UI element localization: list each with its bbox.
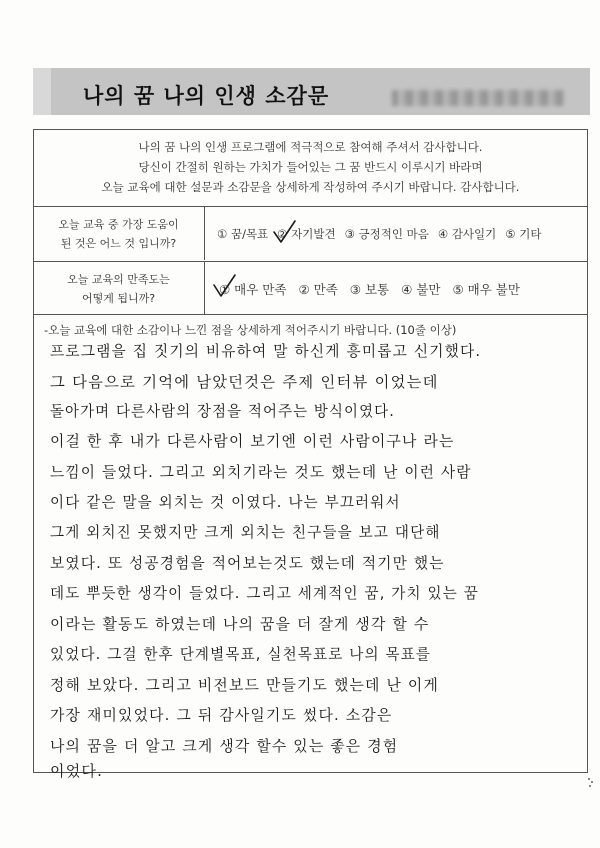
handwritten-line: 이라는 활동도 하였는데 나의 꿈을 더 잘게 생각 할 수	[50, 615, 430, 633]
option-positive-mind[interactable]: ③ 긍정적인 마음	[344, 226, 429, 241]
handwritten-line: 정해 보았다. 그리고 비전보드 만들기도 했는데 난 이게	[50, 676, 440, 694]
instruction-text: -오늘 교육에 대한 소감이나 느낀 점을 상세하게 적어주시기 바랍니다. (10줄 이상)	[44, 323, 457, 337]
page-title: 나의 꿈 나의 인생 소감문	[83, 84, 330, 108]
intro-text	[33, 137, 588, 197]
question-label	[33, 207, 205, 260]
question-label	[33, 262, 205, 315]
handwritten-line: 가장 재미있었다. 그 뒤 감사일기도 썼다. 소감은	[50, 706, 393, 724]
option-dream-goal[interactable]: ① 꿈/목표	[217, 226, 269, 241]
handwritten-line: 프로그램을 집 짓기의 비유하여 말 하신게 흥미롭고 신기했다.	[50, 342, 482, 360]
option-self-discovery[interactable]: ② 자기발견	[277, 226, 336, 241]
question-row-helpful	[33, 207, 588, 260]
handwritten-line: 데도 뿌듯한 생각이 들었다. 그리고 세계적인 꿈, 가치 있는 꿈	[50, 584, 479, 602]
question-label-line: 오늘 교육의 만족도는	[67, 272, 170, 286]
question-label-line: 된 것은 어느 것 입니까?	[60, 236, 177, 250]
option-other[interactable]: ⑤ 기타	[505, 226, 542, 241]
handwritten-line: 그게 외치진 못했지만 크게 외치는 친구들을 보고 대단해	[50, 523, 441, 541]
question-label-line: 오늘 교육 중 가장 도움이	[58, 217, 179, 231]
handwritten-line: 있었다. 그걸 한후 단계별목표, 실천목표로 나의 목표를	[50, 645, 432, 663]
option-very-satisfied[interactable]: ① 매우 만족	[219, 281, 287, 297]
answer-options	[205, 207, 588, 260]
question-label-line: 어떻게 됩니까?	[81, 291, 156, 305]
handwritten-line: 이다 같은 말을 외치는 것 이였다. 나는 부끄러워서	[50, 493, 401, 511]
intro-line: 나의 꿈 나의 인생 프로그램에 적극적으로 참여해 주셔서 감사합니다.	[138, 140, 483, 154]
scan-mark-icon	[586, 776, 596, 790]
handwritten-line: 보였다. 또 성공경험을 적어보는것도 했는데 적기만 했는	[50, 554, 445, 572]
handwritten-line: 돌아가며 다른사람의 장점을 적어주는 방식이였다.	[50, 402, 395, 420]
option-neutral[interactable]: ③ 보통	[349, 281, 390, 297]
question-table	[33, 206, 588, 315]
redacted-name	[392, 90, 564, 106]
option-dissatisfied[interactable]: ④ 불만	[401, 281, 441, 297]
handwritten-line: 그 다음으로 기억에 남았던것은 주제 인터뷰 이었는데	[50, 373, 439, 391]
handwritten-line: 느낌이 들었다. 그리고 외치기라는 것도 했는데 난 이런 사람	[50, 463, 472, 481]
answer-options	[205, 262, 588, 315]
option-satisfied[interactable]: ② 만족	[298, 281, 338, 297]
question-row-satisfaction	[33, 261, 588, 315]
handwritten-line: 이걸 한 후 내가 다른사람이 보기엔 이런 사람이구나 라는	[50, 432, 455, 450]
handwritten-line: 나의 꿈을 더 알고 크게 생각 할수 있는 좋은 경험	[50, 737, 399, 755]
option-very-dissatisfied[interactable]: ⑤ 매우 불만	[452, 281, 520, 297]
handwritten-line: 이었다.	[50, 762, 104, 780]
intro-line: 당신이 간절히 원하는 가치가 들어있는 그 꿈 반드시 이루시기 바라며	[138, 160, 483, 174]
intro-line: 오늘 교육에 대한 설문과 소감문을 상세하게 작성하여 주시기 바랍니다. 감사합니다.	[101, 180, 520, 194]
option-gratitude-diary[interactable]: ④ 감사일기	[437, 226, 497, 241]
